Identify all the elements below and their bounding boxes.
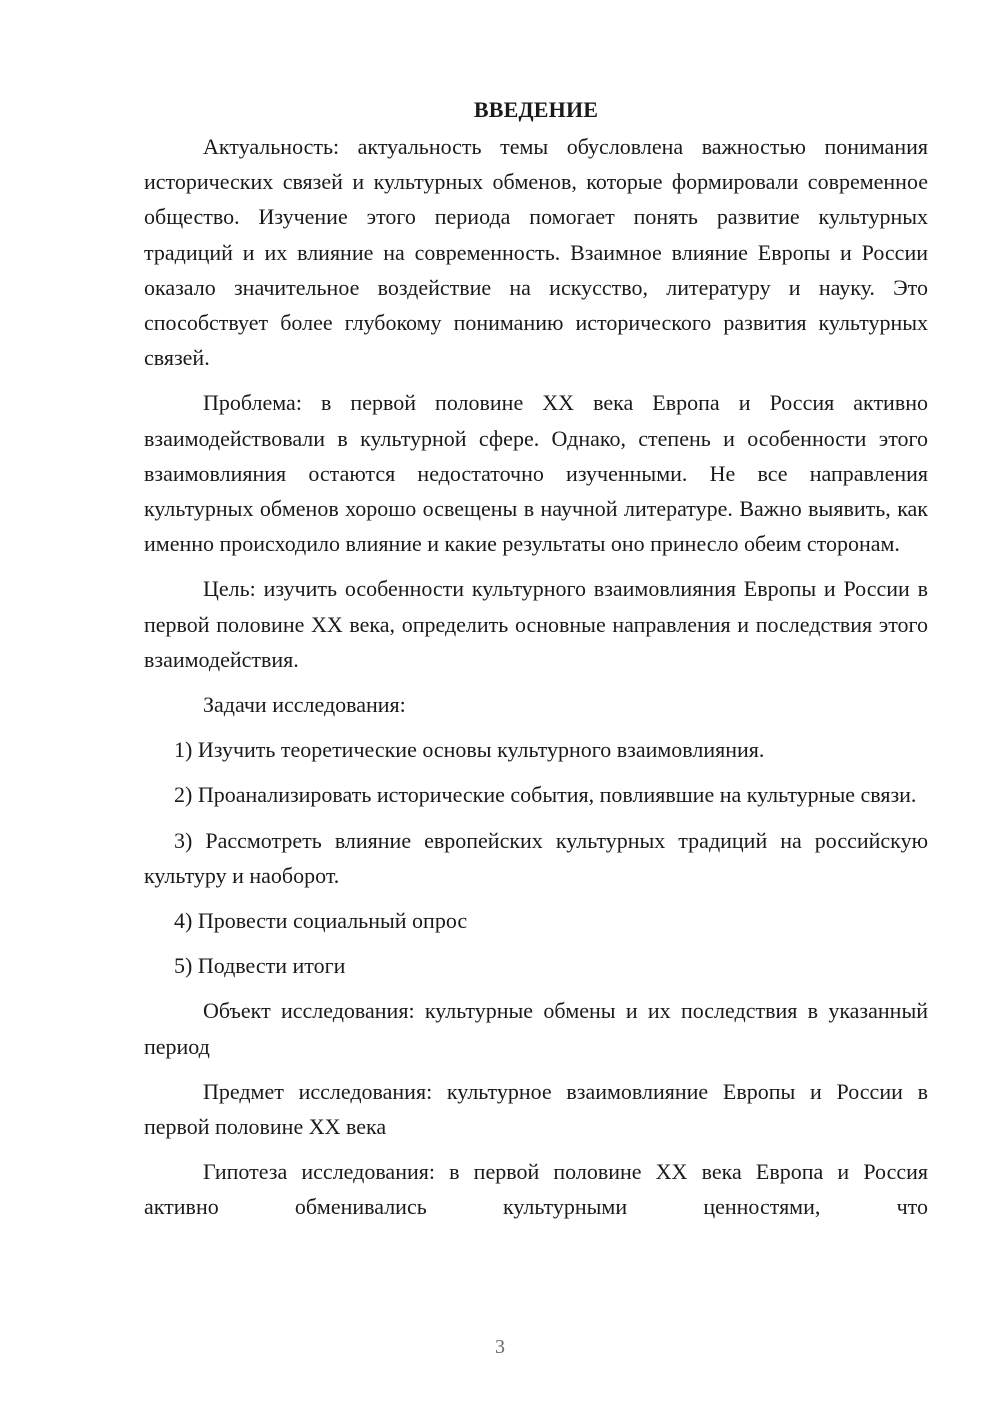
- page-number: 3: [495, 1336, 505, 1358]
- paragraph-goal: Цель: изучить особенности культурного взаимовлияния Европы и России в первой половине XX века, определить основные направления и последствия этого взаимодействия.: [144, 576, 928, 672]
- task-item-4: 4) Провести социальный опрос: [174, 908, 468, 934]
- paragraph-problem: Проблема: в первой половине XX века Европа и Россия активно взаимодействовали в культурной сфере. Однако, степень и особенности этого взаимовлияния остаются недостаточно изученными. Не все направления культурных обменов хорошо освещены в научной литературе. Важно выявить, как именно происходило влияние и какие результаты оно принесло обеим сторонам.: [144, 390, 928, 557]
- section-title: ВВЕДЕНИЕ: [473, 97, 599, 122]
- paragraph-tasks-heading: Задачи исследования:: [203, 692, 406, 718]
- paragraph-object: Объект исследования: культурные обмены и их последствия в указанный период: [144, 998, 928, 1059]
- paragraph-relevance: Актуальность: актуальность темы обусловлена важностью понимания исторических связей и культурных обменов, которые формировали современное общество. Изучение этого периода помогает понять развитие культурных традиций и их влияние на современность. Взаимное влияние Европы и России оказало значительное воздействие на искусство, литературу и науку. Это способствует более глубокому пониманию исторического развития культурных связей.: [144, 134, 928, 371]
- paragraph-hypothesis: Гипотеза исследования: в первой половине XX века Европа и Россия активно обменивались культурными ценностями, что: [144, 1159, 928, 1220]
- task-item-5: 5) Подвести итоги: [174, 953, 346, 979]
- task-item-1: 1) Изучить теоретические основы культурного взаимовлияния.: [174, 737, 765, 763]
- task-item-2: 2) Проанализировать исторические события, повлиявшие на культурные связи.: [174, 782, 917, 808]
- task-item-3: 3) Рассмотреть влияние европейских культурных традиций на российскую культуру и наоборот.: [144, 827, 928, 888]
- document-page: [144, 92, 928, 1225]
- paragraph-subject: Предмет исследования: культурное взаимовлияние Европы и России в первой половине XX века: [144, 1078, 928, 1140]
